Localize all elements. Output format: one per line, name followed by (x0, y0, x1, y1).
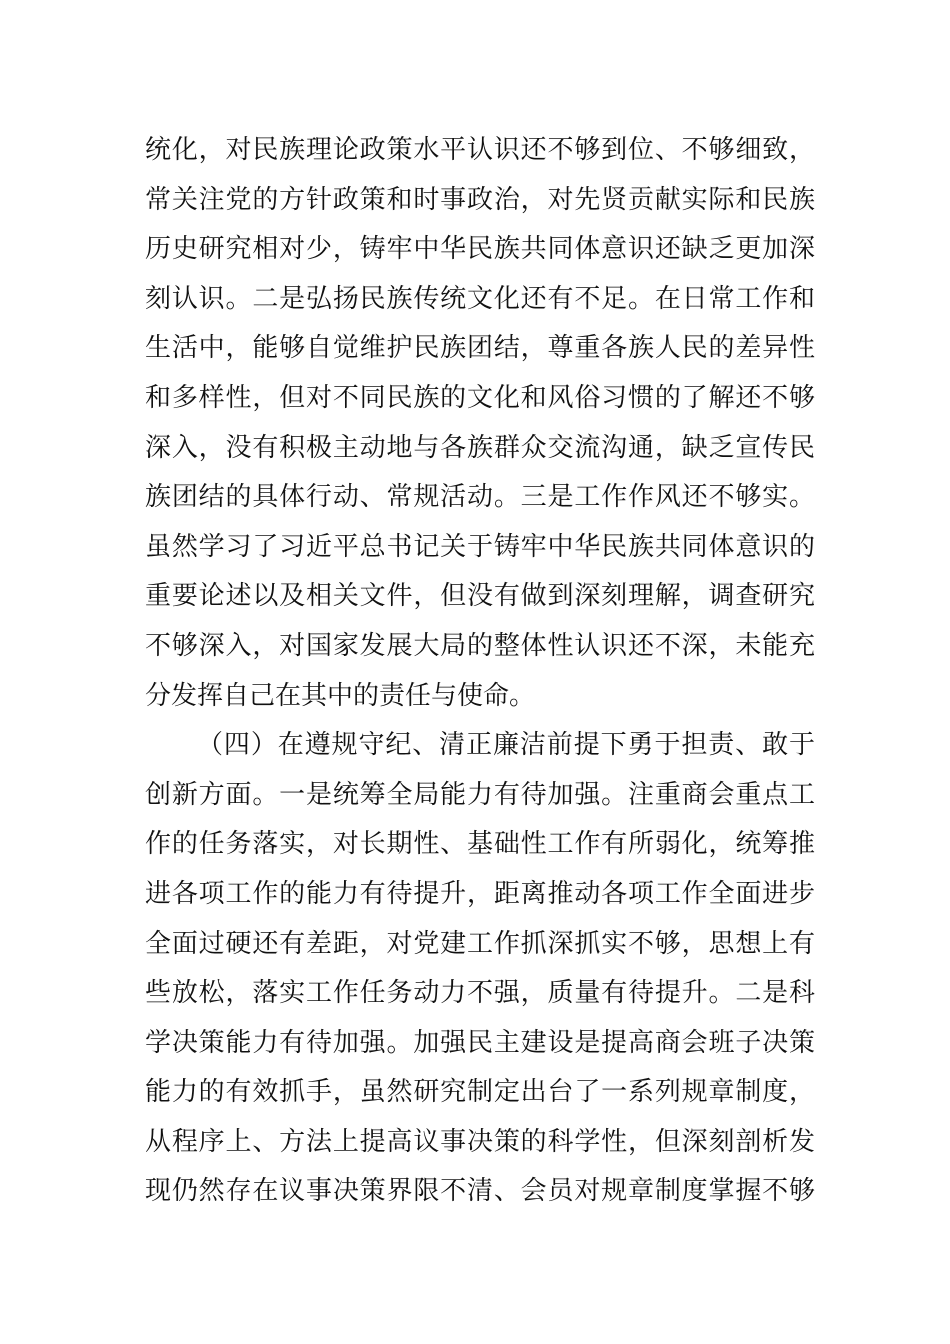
text-line: 常关注党的方针政策和时事政治，对先贤贡献实际和民族 (145, 184, 815, 215)
text-line: 统化，对民族理论政策水平认识还不够到位、不够细致， (145, 135, 815, 165)
text-line: 学决策能力有待加强。加强民主建设是提高商会班子决策 (145, 1027, 815, 1058)
text-line: 进各项工作的能力有待提升，距离推动各项工作全面进步 (145, 878, 815, 909)
text-line: 现仍然存在议事决策界限不清、会员对规章制度掌握不够 (145, 1176, 815, 1207)
text-line: 历史研究相对少，铸牢中华民族共同体意识还缺乏更加深 (145, 234, 815, 265)
text-line: 些放松，落实工作任务动力不强，质量有待提升。二是科 (145, 978, 815, 1009)
text-line: 重要论述以及相关文件，但没有做到深刻理解，调查研究 (145, 581, 815, 612)
text-line: 族团结的具体行动、常规活动。三是工作作风还不够实。 (145, 482, 815, 513)
text-line: 虽然学习了习近平总书记关于铸牢中华民族共同体意识的 (145, 531, 815, 562)
text-line: 从程序上、方法上提高议事决策的科学性，但深刻剖析发 (145, 1126, 815, 1157)
text-line: 全面过硬还有差距，对党建工作抓深抓实不够，思想上有 (145, 928, 815, 959)
text-line: 深入，没有积极主动地与各族群众交流沟通，缺乏宣传民 (145, 432, 815, 463)
text-line: 创新方面。一是统筹全局能力有待加强。注重商会重点工 (145, 779, 815, 810)
text-line: 和多样性，但对不同民族的文化和风俗习惯的了解还不够 (145, 382, 815, 413)
paragraph-end-line: 分发挥自己在其中的责任与使命。 (145, 680, 536, 711)
text-line: 作的任务落实，对长期性、基础性工作有所弱化，统筹推 (145, 829, 815, 860)
text-line: 生活中，能够自觉维护民族团结，尊重各族人民的差异性 (145, 333, 815, 364)
text-line: 不够深入，对国家发展大局的整体性认识还不深，未能充 (145, 630, 815, 661)
text-line: 能力的有效抓手，虽然研究制定出台了一系列规章制度， (145, 1077, 815, 1108)
section-heading-line: （四）在遵规守纪、清正廉洁前提下勇于担责、敢于 (197, 730, 815, 761)
body-text (145, 126, 815, 1217)
text-line: 刻认识。二是弘扬民族传统文化还有不足。在日常工作和 (145, 283, 815, 314)
